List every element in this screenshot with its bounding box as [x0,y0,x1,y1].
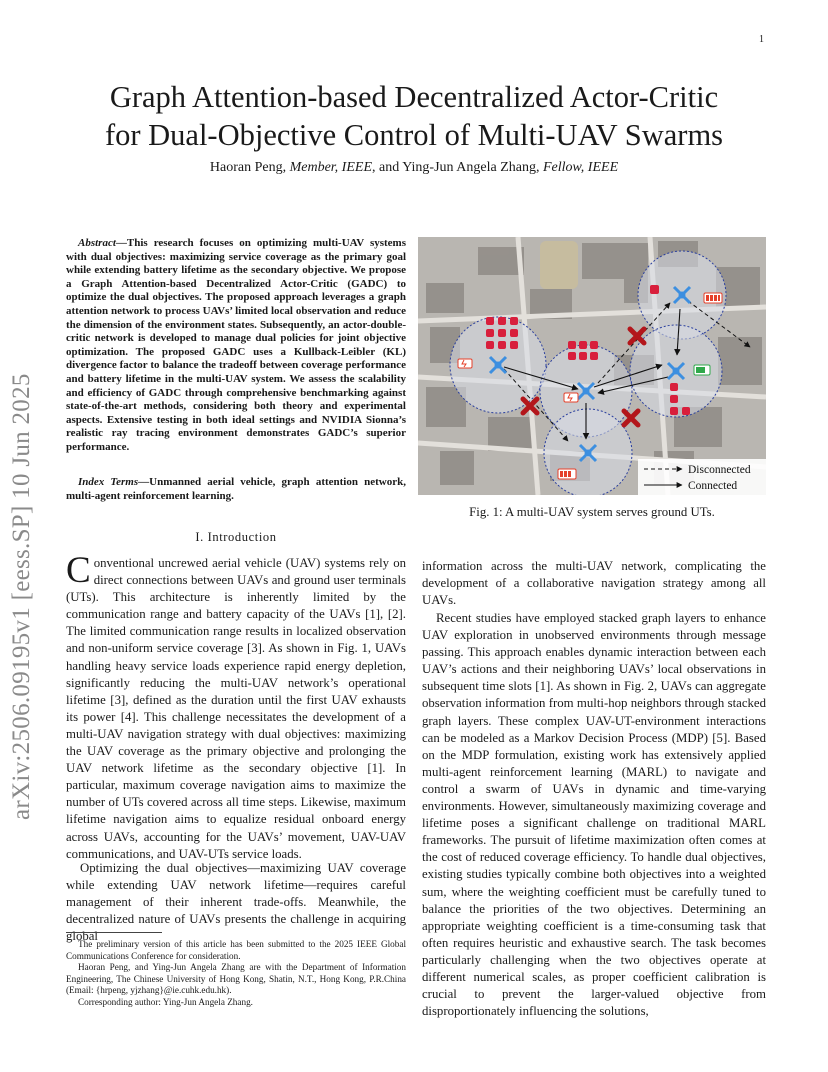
index-terms-label: Index Terms [78,476,139,488]
intro-paragraph-2: Optimizing the dual objectives—maximizing UAV coverage while extending UAV network lifetime—requires careful management of their inherent trade-offs. Meanwhile, the decentralized nature of UAVs presents the challenge in acquiring global [66,861,406,944]
figure-1-illustration [418,237,766,495]
author-joiner: , and Ying-Jun Angela Zhang, [372,160,543,175]
intro-paragraph-1-text: onventional uncrewed aerial vehicle (UAV) systems rely on direct connections between UAVs and ground user terminals (UTs). This architecture is inherently limited by the communication range and battery capacity of the UAVs [1], [2]. The limited communication range results in localized observation and non-uniform service coverage [3]. As shown in Fig. 1, UAVs handling heavy service loads experience rapid energy depletion, significantly reducing the multi-UAV network’s operational lifetime [3], defined as the duration until the first UAV exhausts its power [4]. This challenge necessitates the development of a multi-UAV navigation strategy with dual objectives: maximizing the UAV coverage as the primary objective and prolonging the UAV network lifetime as the secondary objective [1]. In particular, maximum coverage navigation aims to maximize the number of UTs covered across all time steps. Likewise, maximum lifetime navigation aims to equalize residual onboard energy across UAVs, accounting for the UAVs’ movement, UAV-UAV communications, and UAV-UTs service loads. [66,556,406,861]
battery-full-icon [704,293,722,303]
author-1: Haoran Peng, [209,160,290,175]
battery-green-icon [694,365,710,375]
author-1-title: Member, IEEE [289,160,372,175]
legend-disconnected-label: Disconnected [688,464,751,476]
figure-caption: Fig. 1: A multi-UAV system serves ground UTs. [469,505,715,519]
author-line [40,160,788,176]
footnote-rule [66,932,162,933]
ut-single [650,285,659,294]
abstract-text: —This research focuses on optimizing multi-UAV systems with dual objectives: maximizing service coverage as the primary goal while extending battery lifetime as the secondary objective. We propose a Graph Attention-based Decentralized Actor-Critic (GADC) to optimize the dual objectives. The proposed approach leverages a graph attention network to process UAVs’ limited local observation and reduce the dimension of the environment states. Subsequently, an actor-double-critic network is developed to manage dual policies for joint objective optimization. The proposed GADC uses a Kullback-Leibler (KL) divergence factor to balance the tradeoff between coverage performance and battery lifetime in the multi-UAV system. We assess the scalability and efficiency of GADC through comprehensive benchmarking against state-of-the-art methods, considering both theory and experimental aspects. Extensive testing in both ideal settings and NVIDIA Sionna’s realistic ray tracing environment demonstrates GADC’s superior performance. [66,237,406,453]
section-heading: I. Introduction [195,530,277,544]
footnotes [66,939,406,1009]
page-number: 1 [759,34,764,45]
right-paragraph-1: information across the multi-UAV network, complicating the development of a collaborative navigation strategy among all UAVs. [422,559,766,608]
title-line-1: Graph Attention-based Decentralized Actor-Critic [109,80,719,114]
footnote-submission: The preliminary version of this article has been submitted to the 2025 IEEE Global Communications Conference for consideration. [66,939,406,961]
index-terms [66,476,406,503]
arxiv-stamp: arXiv:2506.09195v1 [eess.SP] 10 Jun 2025 [8,373,35,820]
footnote-affiliation: Haoran Peng, and Ying-Jun Angela Zhang are with the Department of Information Engineering, The Chinese University of Hong Kong, Shatin, N.T., Hong Kong, P.R.China (Email: {hrpeng, yjzhang}@ie.cuhk.edu.hk). [66,962,406,996]
abstract [66,237,406,455]
index-terms-text: —Unmanned aerial vehicle, graph attention network, multi-agent reinforcement learning. [66,476,406,502]
figure-1 [418,237,766,495]
battery-low-icon [564,393,578,402]
drop-cap: C [66,550,91,591]
right-paragraph-2: Recent studies have employed stacked graph layers to enhance UAV exploration in unobserved environments through message passing. This approach enables dynamic interaction between each UAV’s actions and their neighboring UAVs’ local observations in subsequent time slots [1]. As shown in Fig. 2, UAVs can aggregate observation information from multi-hop neighbors through stacked graph layers. These complex UAV-UT-environment interactions can be modeled as a Markov Decision Process (MDP) [5]. Based on the MDP formulation, existing work has extensively applied multi-agent reinforcement learning (MARL) to navigate and control a swarm of UAVs in dynamic and time-varying environments. However, simultaneously maximizing coverage and lifetime poses a significant challenge on traditional MARL frameworks. The pursuit of lifetime maximization often comes at the cost of reduced coverage efficiency. To handle dual objectives, existing studies typically combine both objectives into a weighted sum, where the weighting coefficient must be carefully tuned to balance the priorities of the two objectives. Determining an appropriate weighting coefficient is a time-consuming task that often requires heuristic and exhaustive search. The task becomes particularly challenging when the two objectives operate at different numerical scales, as proper coefficient calibration is crucial to prevent the larger-valued objective from disproportionately influencing the solutions, [422,611,766,1019]
battery-half-icon [558,469,576,479]
intro-paragraph-1 [66,550,406,863]
battery-low-icon [458,359,472,368]
paper-title [40,78,788,154]
footnote-corresponding: Corresponding author: Ying-Jun Angela Zhang. [78,996,253,1007]
ut-cluster-1 [486,317,518,349]
abstract-label: Abstract [78,237,116,249]
title-line-2: for Dual-Objective Control of Multi-UAV Swarms [104,118,724,152]
author-2-title: Fellow, IEEE [542,160,619,175]
legend-connected-label: Connected [688,480,738,492]
landmark-building [540,241,578,289]
